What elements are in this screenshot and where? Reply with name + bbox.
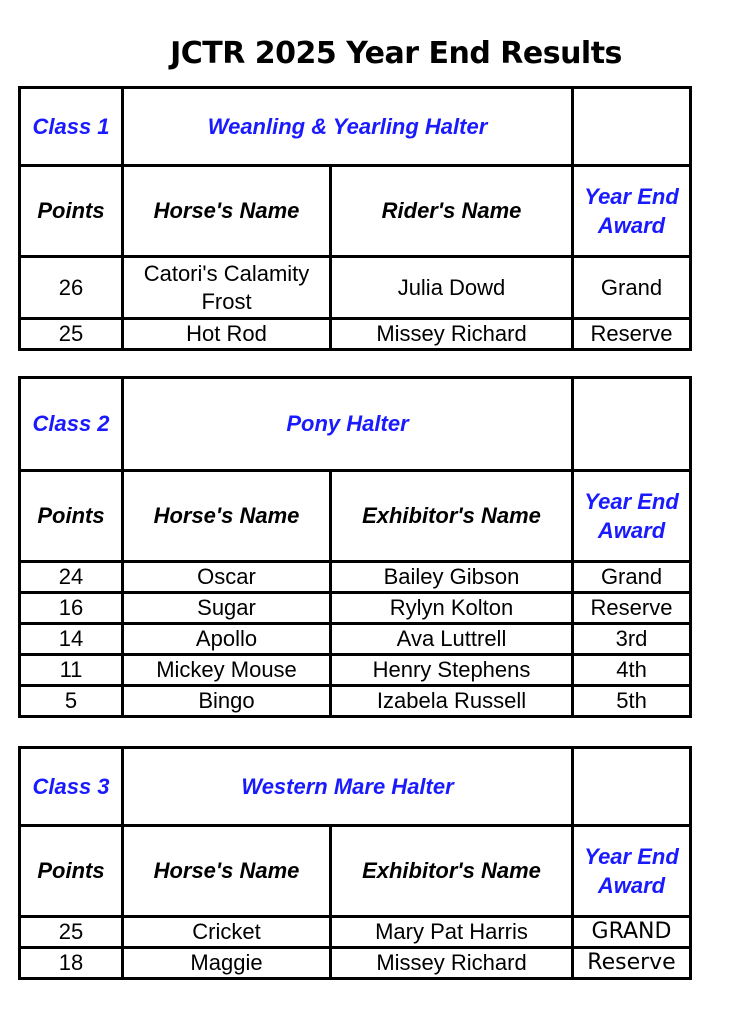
class-label: Class 2 [20,378,123,471]
points-header: Points [20,166,123,257]
award-cell: 3rd [573,624,691,655]
points-cell: 25 [20,319,123,350]
exhibitor-cell: Bailey Gibson [331,562,573,593]
award-cell: Reserve [573,948,691,979]
table-row [20,562,691,593]
exhibitor-cell: Ava Luttrell [331,624,573,655]
rider-cell: Julia Dowd [331,257,573,319]
points-cell: 16 [20,593,123,624]
class-title-row [20,88,691,166]
points-cell: 14 [20,624,123,655]
exhibitor-cell: Henry Stephens [331,655,573,686]
class-2-table [18,376,692,718]
rider-name-header: Rider's Name [331,166,573,257]
points-cell: 5 [20,686,123,717]
table-row [20,257,691,319]
class-1-table [18,86,692,351]
exhibitor-name-header: Exhibitor's Name [331,826,573,917]
points-header: Points [20,471,123,562]
exhibitor-cell: Rylyn Kolton [331,593,573,624]
horse-cell: Apollo [123,624,331,655]
table-row [20,593,691,624]
table-row [20,319,691,350]
exhibitor-name-header: Exhibitor's Name [331,471,573,562]
award-cell: GRAND [573,917,691,948]
class-3-table [18,746,692,980]
class-label: Class 3 [20,748,123,826]
horse-cell: Hot Rod [123,319,331,350]
horse-cell: Catori's Calamity Frost [123,257,331,319]
award-cell: 4th [573,655,691,686]
horse-cell: Mickey Mouse [123,655,331,686]
horse-cell: Bingo [123,686,331,717]
points-cell: 26 [20,257,123,319]
class-title-row [20,378,691,471]
horse-name-header: Horse's Name [123,471,331,562]
header-row [20,471,691,562]
header-row [20,826,691,917]
award-cell: Grand [573,257,691,319]
points-cell: 18 [20,948,123,979]
exhibitor-cell: Mary Pat Harris [331,917,573,948]
points-cell: 24 [20,562,123,593]
award-cell: Reserve [573,593,691,624]
exhibitor-cell: Izabela Russell [331,686,573,717]
table-row [20,948,691,979]
award-cell: 5th [573,686,691,717]
year-end-award-header: Year End Award [573,826,691,917]
empty-cell [573,748,691,826]
horse-cell: Cricket [123,917,331,948]
empty-cell [573,88,691,166]
table-row [20,624,691,655]
table-row [20,655,691,686]
class-name: Western Mare Halter [123,748,573,826]
horse-name-header: Horse's Name [123,826,331,917]
rider-cell: Missey Richard [331,319,573,350]
horse-name-header: Horse's Name [123,166,331,257]
table-row [20,686,691,717]
header-row [20,166,691,257]
table-row [20,917,691,948]
horse-cell: Oscar [123,562,331,593]
class-name: Pony Halter [123,378,573,471]
points-cell: 11 [20,655,123,686]
year-end-award-header: Year End Award [573,166,691,257]
class-label: Class 1 [20,88,123,166]
year-end-award-header: Year End Award [573,471,691,562]
class-title-row [20,748,691,826]
points-cell: 25 [20,917,123,948]
points-header: Points [20,826,123,917]
horse-cell: Maggie [123,948,331,979]
award-cell: Reserve [573,319,691,350]
empty-cell [573,378,691,471]
horse-cell: Sugar [123,593,331,624]
class-name: Weanling & Yearling Halter [123,88,573,166]
award-cell: Grand [573,562,691,593]
page-title: JCTR 2025 Year End Results [170,36,622,71]
exhibitor-cell: Missey Richard [331,948,573,979]
